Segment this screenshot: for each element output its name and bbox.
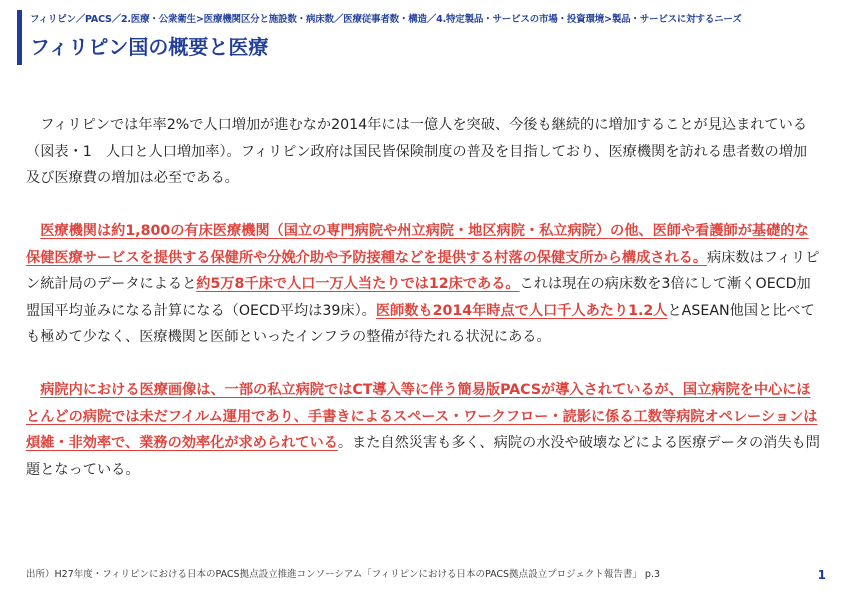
highlighted-text: 医療機関は約1,800の有床医療機関（国立の専門病院や州立病院・地区病院・私立病院）の他、医師や看護師が基礎的な保健医療サービスを提供する保健所や分娩介助や予防接種などを提供する村落の保健支所から構成される。 [26,223,809,266]
text-segment: これは現在の病床数を3倍にして漸くOECD加盟国平均並みになる計算になる（OECD平均は39床）。 [26,276,811,319]
source-citation: 出所）H27年度・フィリピンにおける日本のPACS拠点設立推進コンソーシアム「フィリピンにおける日本のPACS拠点設立プロジェクト報告書」 p.3 [26,569,661,580]
text-segment: フィリピンでは年率2%で人口増加が進むなか2014年には一億人を突破、今後も継続的に増加することが見込まれている（図表・1 人口と人口増加率）。フィリピン政府は国民皆保険制度の普及を目指しており、医療機関を訪れる患者数の増加及び医療費の増加は必至である。 [26,117,808,186]
highlighted-text: 約5万8千床で人口一万人当たりでは12床である。 [196,276,520,292]
text-segment: 病床数はフィリピン統計局のデータによると [26,249,820,292]
paragraph-medical-facilities [26,218,821,351]
paragraph-population [26,112,821,192]
title-accent-bar [17,10,22,65]
text-segment: とASEAN他国と比べても極めて少なく、医療機関と医師といったインフラの整備が待たれる状況にある。 [26,302,815,345]
breadcrumb: フィリピン／PACS／2.医療・公衆衛生>医療機関区分と施設数・病床数／医療従事者数・構造／4.特定製品・サービスの市場・投資環境>製品・サービスに対するニーズ [30,14,742,25]
body-text [26,112,821,483]
highlighted-text: 病院内における医療画像は、一部の私立病院ではCT導入等に伴う簡易版PACSが導入されているが、国立病院を中心にほとんどの病院では未だフイルム運用であり、手書きによるスペース・ワークフロー・読影に係る工数等病院オペレーションは煩雑・非効率で、業務の効率化が求められている [26,382,818,451]
page-title: フィリピン国の概要と医療 [30,35,269,59]
highlighted-text: 医師数も2014年時点で人口千人あたり1.2人 [375,302,668,319]
text-segment: 。また自然災害も多く、病院の水没や破壊などによる医療データの消失も問題となっている。 [26,435,820,478]
page-number: 1 [817,568,826,582]
paragraph-medical-imaging [26,377,821,483]
